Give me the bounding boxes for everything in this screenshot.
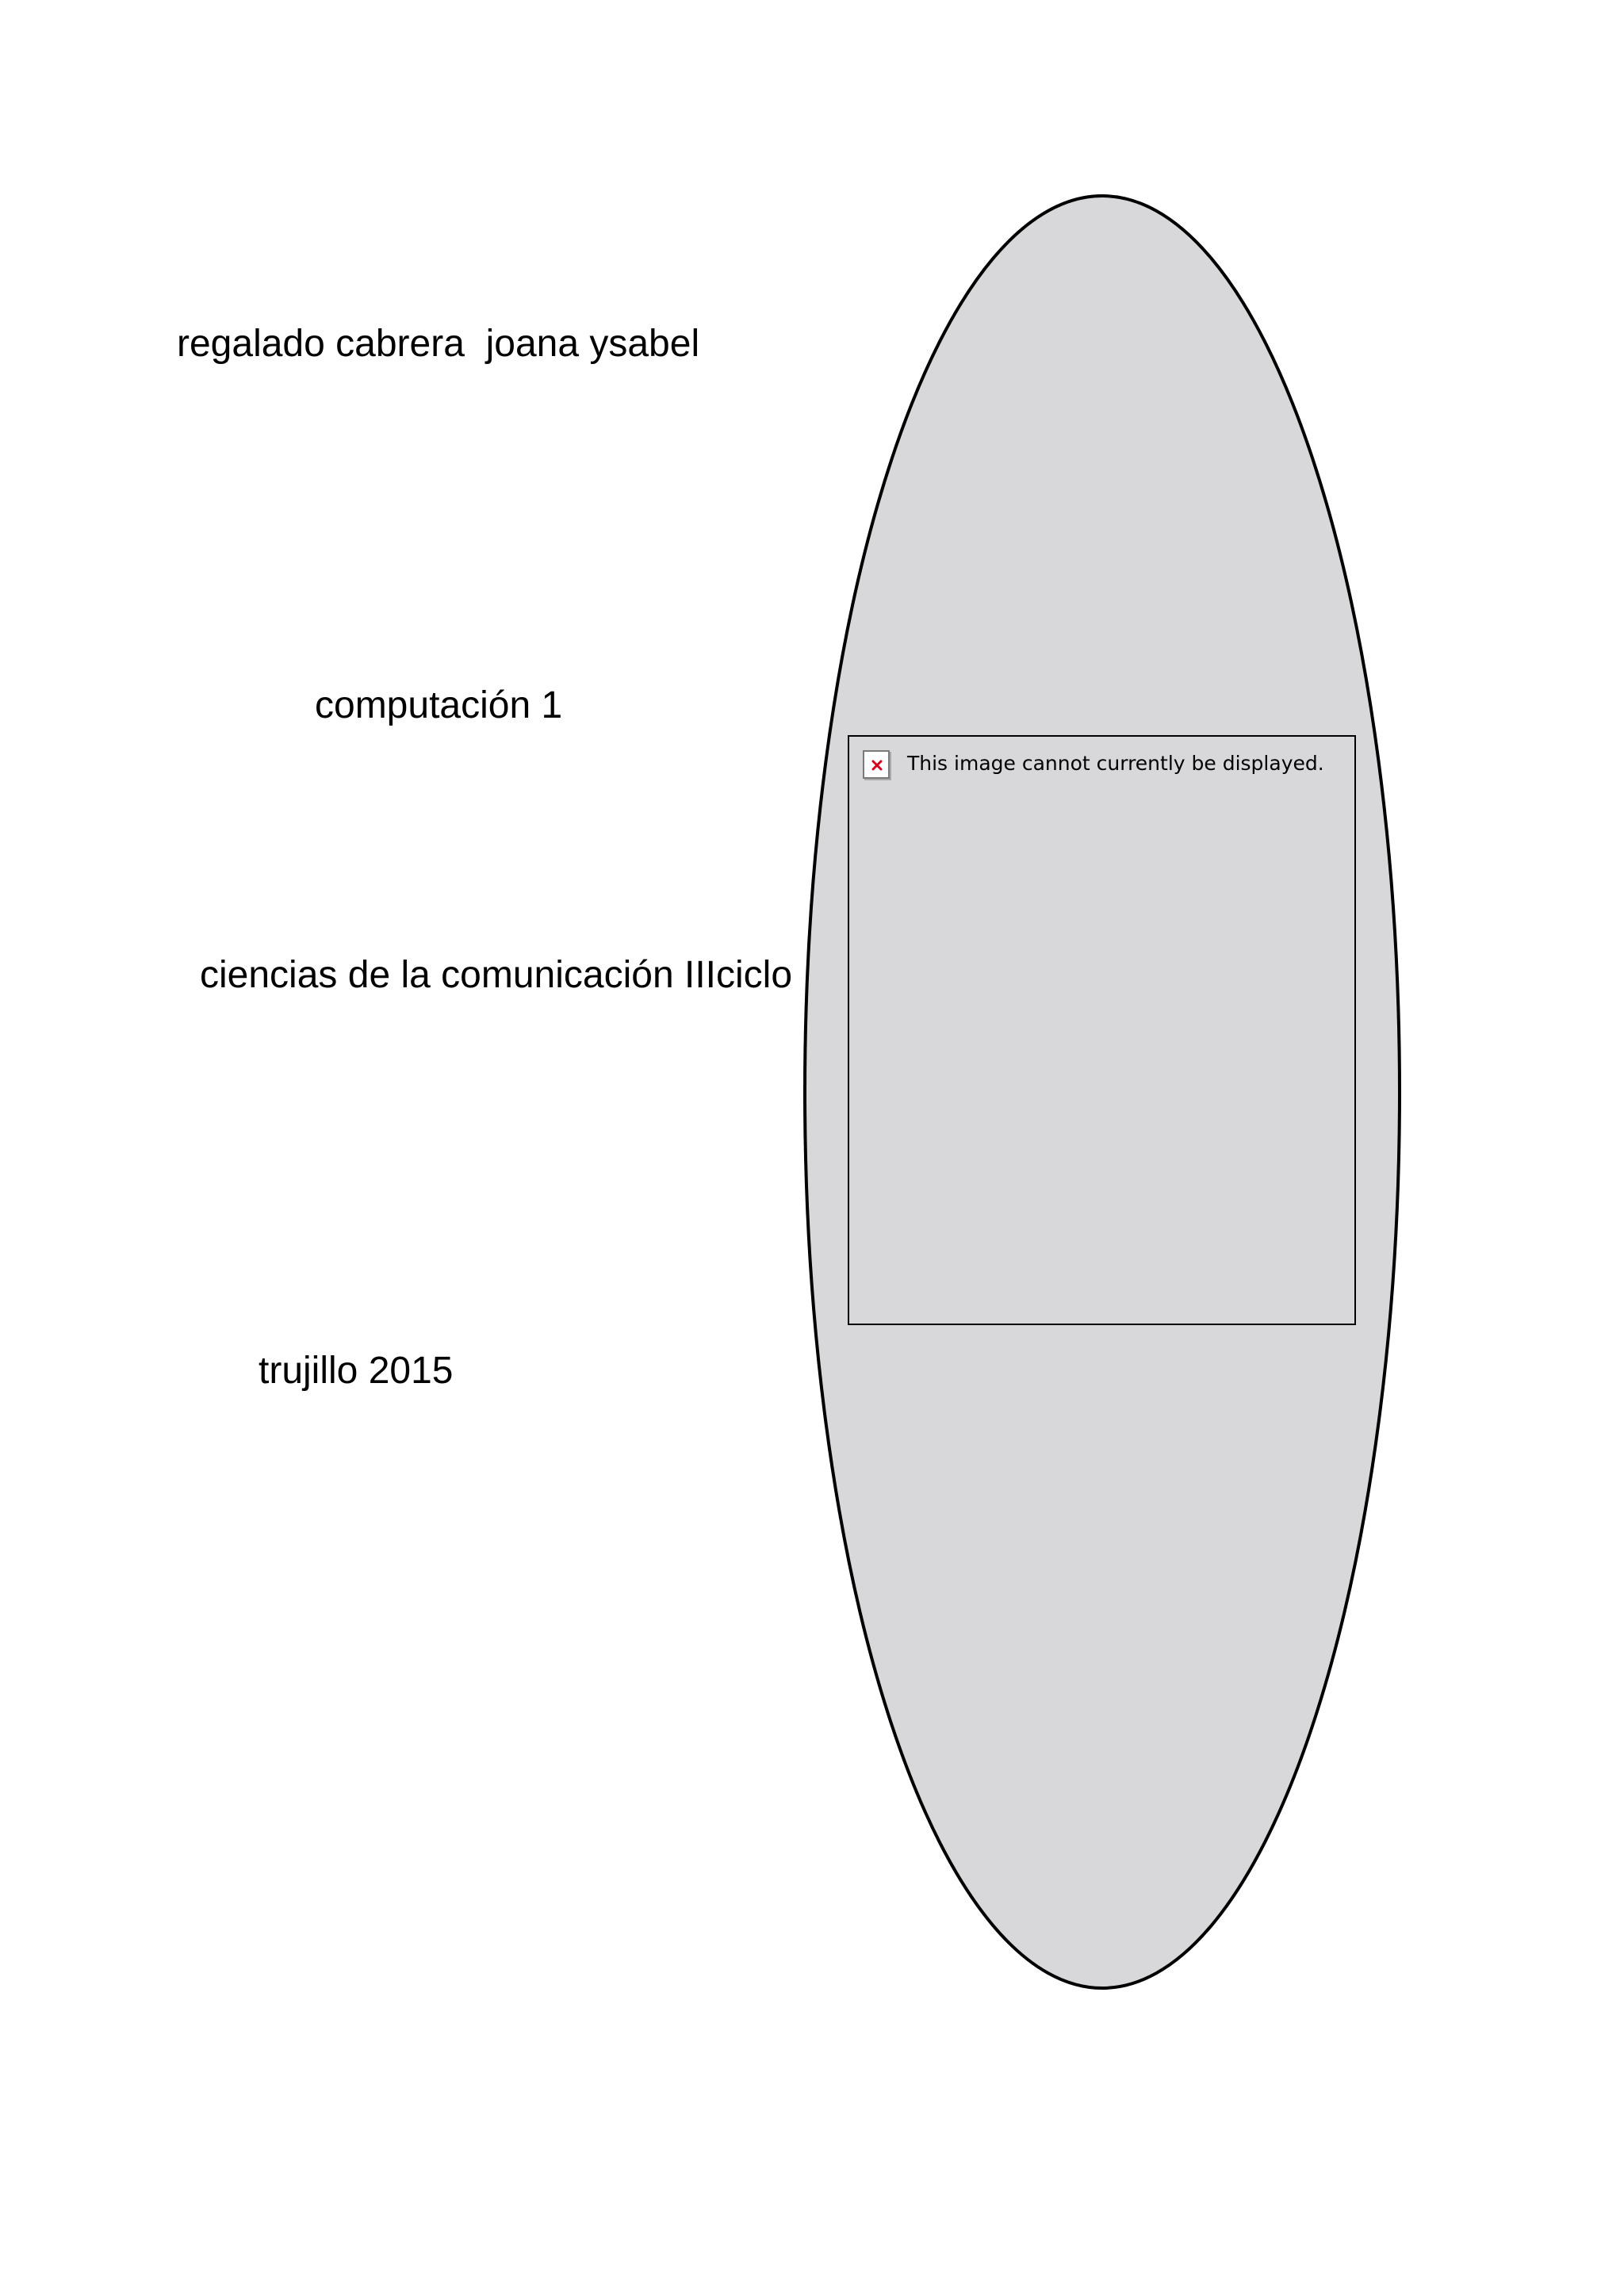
city-year: trujillo 2015 bbox=[259, 1350, 454, 1392]
broken-image-icon bbox=[863, 750, 890, 779]
error-cross-icon bbox=[871, 760, 883, 771]
course-name: computación 1 bbox=[315, 684, 563, 726]
image-placeholder bbox=[848, 735, 1356, 1325]
image-error-message: This image cannot currently be displayed. bbox=[907, 752, 1324, 775]
author-name: regalado cabrera joana ysabel bbox=[177, 323, 700, 365]
program-name: ciencias de la comunicación IIIciclo bbox=[200, 954, 793, 996]
